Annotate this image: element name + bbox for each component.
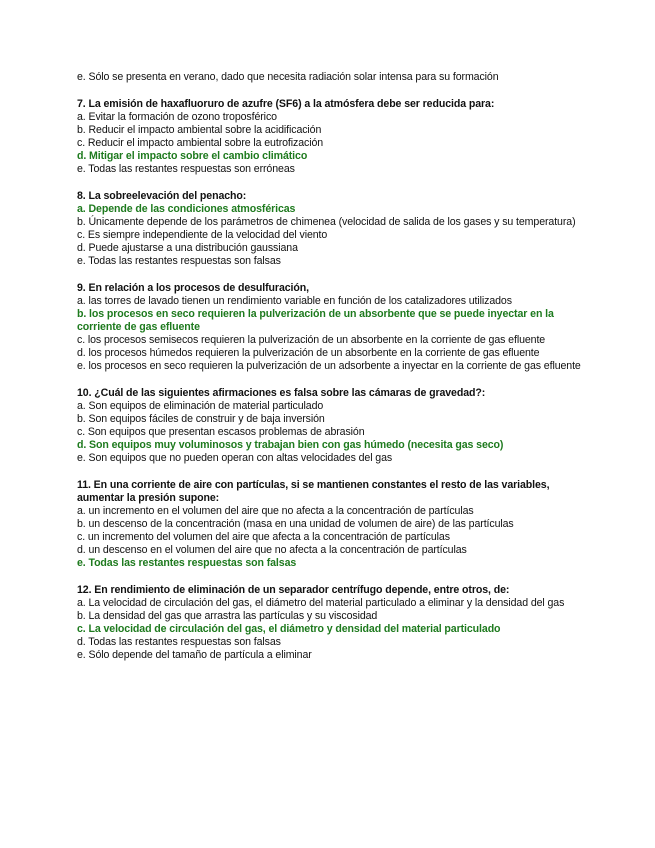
answer-option-correct: e. Todas las restantes respuestas son falsas	[77, 557, 297, 569]
question-block	[77, 282, 585, 373]
answer-option-correct: a. Depende de las condiciones atmosféricas	[77, 203, 296, 215]
intro-line: e. Sólo se presenta en verano, dado que necesita radiación solar intensa para su formación	[77, 71, 499, 83]
question-block	[77, 479, 585, 570]
answer-option: a. La velocidad de circulación del gas, el diámetro del material particulado a eliminar y la densidad del gas	[77, 597, 565, 609]
answer-option-correct: c. La velocidad de circulación del gas, el diámetro y densidad del material particulado	[77, 623, 501, 635]
question-block	[77, 98, 585, 176]
answer-option: d. Todas las restantes respuestas son falsas	[77, 636, 281, 648]
answer-option: e. Sólo depende del tamaño de partícula a eliminar	[77, 649, 312, 661]
answer-option: b. Reducir el impacto ambiental sobre la acidificación	[77, 124, 322, 136]
answer-option-correct: d. Mitigar el impacto sobre el cambio climático	[77, 150, 308, 162]
answer-option: a. Evitar la formación de ozono troposférico	[77, 111, 277, 123]
answer-option: c. un incremento del volumen del aire que afecta a la concentración de partículas	[77, 531, 450, 543]
answer-option: e. Todas las restantes respuestas son erróneas	[77, 163, 295, 175]
answer-option: b. La densidad del gas que arrastra las partículas y su viscosidad	[77, 610, 378, 622]
answer-option: e. Todas las restantes respuestas son falsas	[77, 255, 281, 267]
question-title: 12. En rendimiento de eliminación de un separador centrífugo depende, entre otros, de:	[77, 584, 510, 596]
answer-option: d. Puede ajustarse a una distribución gaussiana	[77, 242, 298, 254]
question-title: 7. La emisión de haxafluoruro de azufre (SF6) a la atmósfera debe ser reducida para:	[77, 98, 495, 110]
answer-option: d. un descenso en el volumen del aire que no afecta a la concentración de partículas	[77, 544, 467, 556]
answer-option-correct: d. Son equipos muy voluminosos y trabajan bien con gas húmedo (necesita gas seco)	[77, 439, 504, 451]
answer-option: b. un descenso de la concentración (masa en una unidad de volumen de aire) de las partículas	[77, 518, 514, 530]
question-title: 11. En una corriente de aire con partículas, si se mantienen constantes el resto de las variables, aumentar la presión supone:	[77, 479, 550, 504]
question-block	[77, 190, 585, 268]
answer-option: b. Únicamente depende de los parámetros de chimenea (velocidad de salida de los gases y su temperatura)	[77, 216, 576, 228]
answer-option: a. las torres de lavado tienen un rendimiento variable en función de los catalizadores utilizados	[77, 295, 512, 307]
answer-option-correct: b. los procesos en seco requieren la pulverización de un absorbente que se puede inyectar en la corriente de gas efluente	[77, 308, 554, 333]
answer-option: c. los procesos semisecos requieren la pulverización de un absorbente en la corriente de gas efluente	[77, 334, 546, 346]
question-title: 10. ¿Cuál de las siguientes afirmaciones es falsa sobre las cámaras de gravedad?:	[77, 387, 486, 399]
answer-option: c. Reducir el impacto ambiental sobre la eutrofización	[77, 137, 324, 149]
answer-option: a. un incremento en el volumen del aire que no afecta a la concentración de partículas	[77, 505, 474, 517]
answer-option: c. Son equipos que presentan escasos problemas de abrasión	[77, 426, 365, 438]
question-title: 9. En relación a los procesos de desulfuración,	[77, 282, 309, 294]
answer-option: a. Son equipos de eliminación de material particulado	[77, 400, 324, 412]
question-list	[77, 98, 585, 662]
answer-option: b. Son equipos fáciles de construir y de baja inversión	[77, 413, 325, 425]
answer-option: c. Es siempre independiente de la velocidad del viento	[77, 229, 328, 241]
answer-option: e. los procesos en seco requieren la pulverización de un adsorbente a inyectar en la corriente de gas efluente	[77, 360, 581, 372]
question-block	[77, 387, 585, 465]
question-title: 8. La sobreelevación del penacho:	[77, 190, 247, 202]
answer-option: d. los procesos húmedos requieren la pulverización de un absorbente en la corriente de gas efluente	[77, 347, 540, 359]
answer-option: e. Son equipos que no pueden operan con altas velocidades del gas	[77, 452, 393, 464]
question-block	[77, 584, 585, 662]
